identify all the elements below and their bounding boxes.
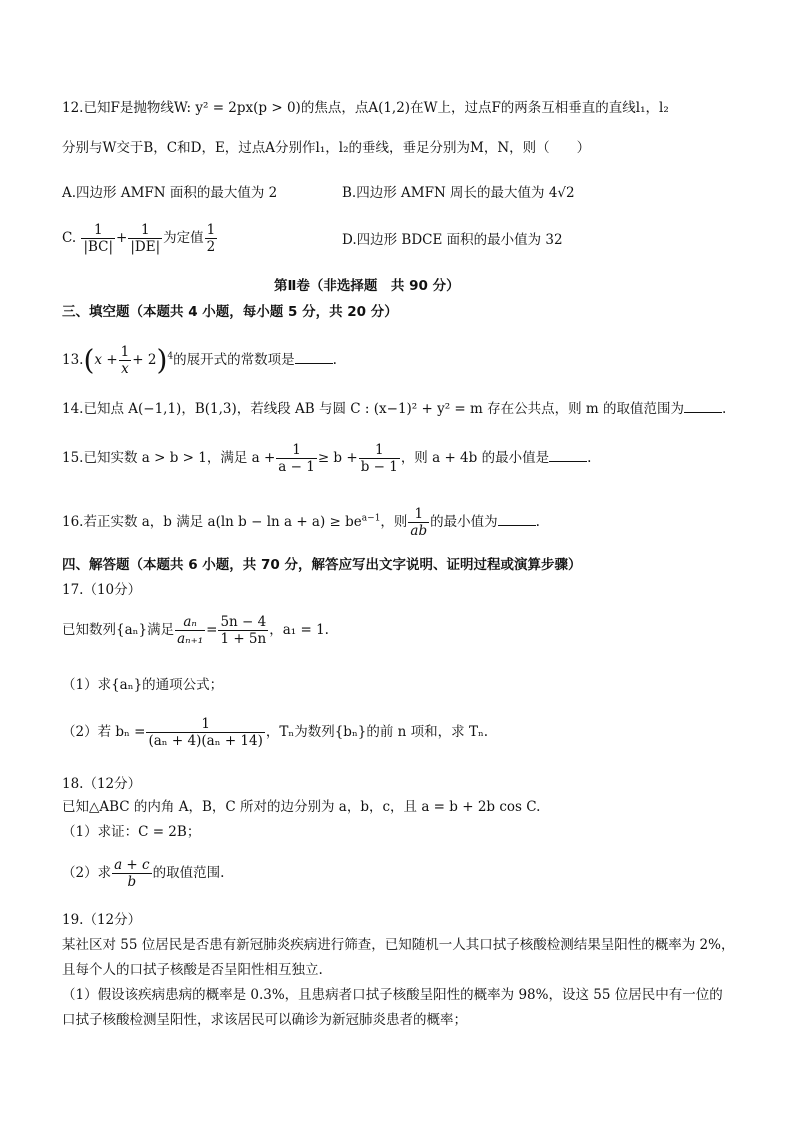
q19-line2: 且每个人的口拭子核酸是否呈阳性相互独立. — [62, 962, 323, 978]
q14: 14.已知点 A(−1,1)，B(1,3)，若线段 AB 与圆 C : (x−1)² + y² = m 存在公共点，则 m 的取值范围为 . — [62, 398, 726, 419]
q18-sub2-prefix: （2）求 — [62, 865, 112, 881]
left-paren: ( — [83, 343, 95, 377]
q19-line3: （1）假设该疾病患病的概率是 0.3%，且患病者口拭子核酸呈阳性的概率为 98%，设这 55 位居民中有一位的 — [62, 987, 723, 1003]
fraction-1-over-2 — [205, 222, 218, 255]
fraction-1-over-bc — [81, 222, 115, 255]
fraction-numerator: 1 — [81, 222, 115, 239]
q17-stem — [62, 614, 329, 647]
q18-sub1: （1）求证：C = 2B； — [62, 824, 201, 840]
answer-blank[interactable] — [295, 349, 333, 364]
fraction-1-over-a-minus-1 — [276, 442, 317, 475]
q14-text: 14.已知点 A(−1,1)，B(1,3)，若线段 AB 与圆 C : (x−1)² + y² = m 存在公共点，则 m 的取值范围为 — [62, 401, 685, 417]
fraction-a-plus-c-over-b — [112, 857, 152, 890]
fraction-5n-4-over-1-5n — [218, 614, 268, 647]
q17-equals: = — [206, 622, 218, 638]
q12-option-c: C. $\frac{1}{|BC|}$ + $\frac{1}{|DE|}$ 为定值 $\frac{1}{2}$ — [62, 222, 216, 255]
fraction-1-over-ab — [408, 506, 429, 539]
q18-stem: 已知△ABC 的内角 A，B，C 所对的边分别为 a，b，c，且 a = b + 2b cos C. — [62, 799, 541, 815]
q17-head: 17.（10分） — [62, 582, 142, 598]
q18-sub2 — [62, 857, 224, 890]
q15-middle: ≥ b + — [317, 450, 358, 466]
q13-suffix: 的展开式的常数项是 — [173, 352, 295, 368]
fraction-denominator: b — [127, 874, 137, 890]
q15-prefix: 15.已知实数 a > b > 1，满足 a + — [62, 450, 276, 466]
q13: 13.(x + $\frac{1}{x}$ + 2)$^4$的展开式的常数项是 . — [62, 343, 337, 377]
q15: 15.已知实数 a > b > 1，满足 a + $\frac{1}{a - 1}$ ≥ b + $\frac{1}{b - 1}$ ，则 a + 4b 的最小值是 . — [62, 442, 592, 475]
fraction-denominator: (aₙ + 4)(aₙ + 14) — [148, 733, 263, 749]
fraction-denominator: ab — [410, 523, 428, 539]
q17-sub1: （1）求{aₙ}的通项公式； — [62, 677, 224, 693]
fraction-denominator: b − 1 — [360, 459, 398, 475]
fraction-denominator: aₙ₊₁ — [177, 631, 204, 647]
fraction-an-over-an1 — [175, 614, 205, 647]
q13-prefix: 13. — [62, 352, 84, 368]
q16-exponent: a−1 — [361, 513, 381, 524]
answer-blank[interactable] — [549, 447, 587, 462]
q19-line1: 某社区对 55 位居民是否患有新冠肺炎疾病进行筛查，已知随机一人其口拭子核酸检测结果呈阳性的概率为 2%， — [62, 937, 735, 953]
fraction-denominator: 2 — [206, 239, 216, 255]
fraction-numerator: 1 — [276, 442, 317, 459]
q17-stem-prefix: 已知数列{aₙ}满足 — [62, 622, 175, 638]
q17-sub2-prefix: （2）若 bₙ = — [62, 724, 146, 740]
q18-sub2-suffix: 的取值范围. — [152, 865, 225, 881]
q16-suffix: 的最小值为 — [430, 514, 498, 530]
fraction-numerator: 1 — [206, 222, 216, 238]
right-paren: ) — [156, 343, 168, 377]
fraction-denominator: a − 1 — [278, 459, 315, 475]
answer-blank[interactable] — [498, 511, 536, 526]
q16: 16.若正实数 a，b 满足 a(ln $b - \ln a + a) \ge be^{a-1}$，则 $\frac{1}{ab}$ 的最小值为 . — [62, 506, 540, 539]
q13-tail: + 2 — [132, 352, 157, 368]
q12-option-d: D.四边形 BDCE 面积的最小值为 32 — [342, 232, 563, 248]
q18-head: 18.（12分） — [62, 776, 142, 792]
q12-line1: 12.已知F是抛物线W: y² = 2px(p > 0)的焦点，点A(1,2)在W上，过点F的两条互相垂直的直线l₁，l₂ — [62, 100, 669, 116]
q13-inner: x + — [94, 352, 118, 368]
q16-prefix: 16.若正实数 a，b 满足 a(ln b − ln a + a) ≥ be — [62, 514, 362, 530]
q12-option-c-suffix: 为定值 — [163, 230, 204, 246]
q19-line4: 口拭子核酸检测呈阳性，求该居民可以确诊为新冠肺炎患者的概率； — [62, 1012, 467, 1028]
fraction-denominator: 1 + 5n — [220, 631, 267, 647]
q17-sub2-suffix: ，Tₙ为数列{bₙ}的前 n 项和，求 Tₙ. — [265, 724, 489, 740]
fraction-numerator: a + c — [114, 857, 150, 873]
q13-exponent: 4 — [167, 351, 174, 362]
fraction-numerator: 1 — [359, 442, 400, 459]
q12-option-b: B.四边形 AMFN 周长的最大值为 4√2 — [342, 185, 575, 201]
q15-suffix: ，则 a + 4b 的最小值是 — [400, 450, 550, 466]
part2-title: 第Ⅱ卷（非选择题 共 90 分） — [274, 278, 460, 294]
fraction-1-over-x — [119, 344, 132, 377]
fraction-bn — [146, 716, 264, 749]
section4-title: 四、解答题（本题共 6 小题，共 70 分，解答应写出文字说明、证明过程或演算步骤） — [62, 557, 582, 573]
fraction-denominator: |DE| — [130, 239, 161, 255]
fraction-denominator: x — [121, 361, 129, 377]
q12-option-a: A.四边形 AMFN 面积的最大值为 2 — [62, 185, 278, 201]
q12-line2: 分别与W交于B，C和D，E，过点A分别作l₁，l₂的垂线，垂足分别为M，N，则（ ） — [62, 140, 591, 156]
fraction-numerator: 1 — [128, 222, 162, 239]
q12-option-c-prefix: C. — [62, 230, 77, 246]
fraction-numerator: 1 — [120, 344, 130, 360]
answer-blank[interactable] — [684, 398, 722, 413]
fraction-denominator: |BC| — [83, 239, 114, 255]
q19-head: 19.（12分） — [62, 912, 142, 928]
q16-middle: ，则 — [380, 514, 408, 530]
section3-title: 三、填空题（本题共 4 小题，每小题 5 分，共 20 分） — [62, 304, 398, 320]
fraction-1-over-b-minus-1 — [359, 442, 400, 475]
fraction-1-over-de — [128, 222, 162, 255]
fraction-numerator: 1 — [408, 506, 429, 523]
q17-stem-suffix: ，a₁ = 1. — [269, 622, 329, 638]
fraction-numerator: aₙ — [175, 614, 205, 631]
fraction-numerator: 5n − 4 — [220, 614, 267, 630]
q17-sub2 — [62, 716, 488, 749]
fraction-numerator: 1 — [146, 716, 264, 733]
